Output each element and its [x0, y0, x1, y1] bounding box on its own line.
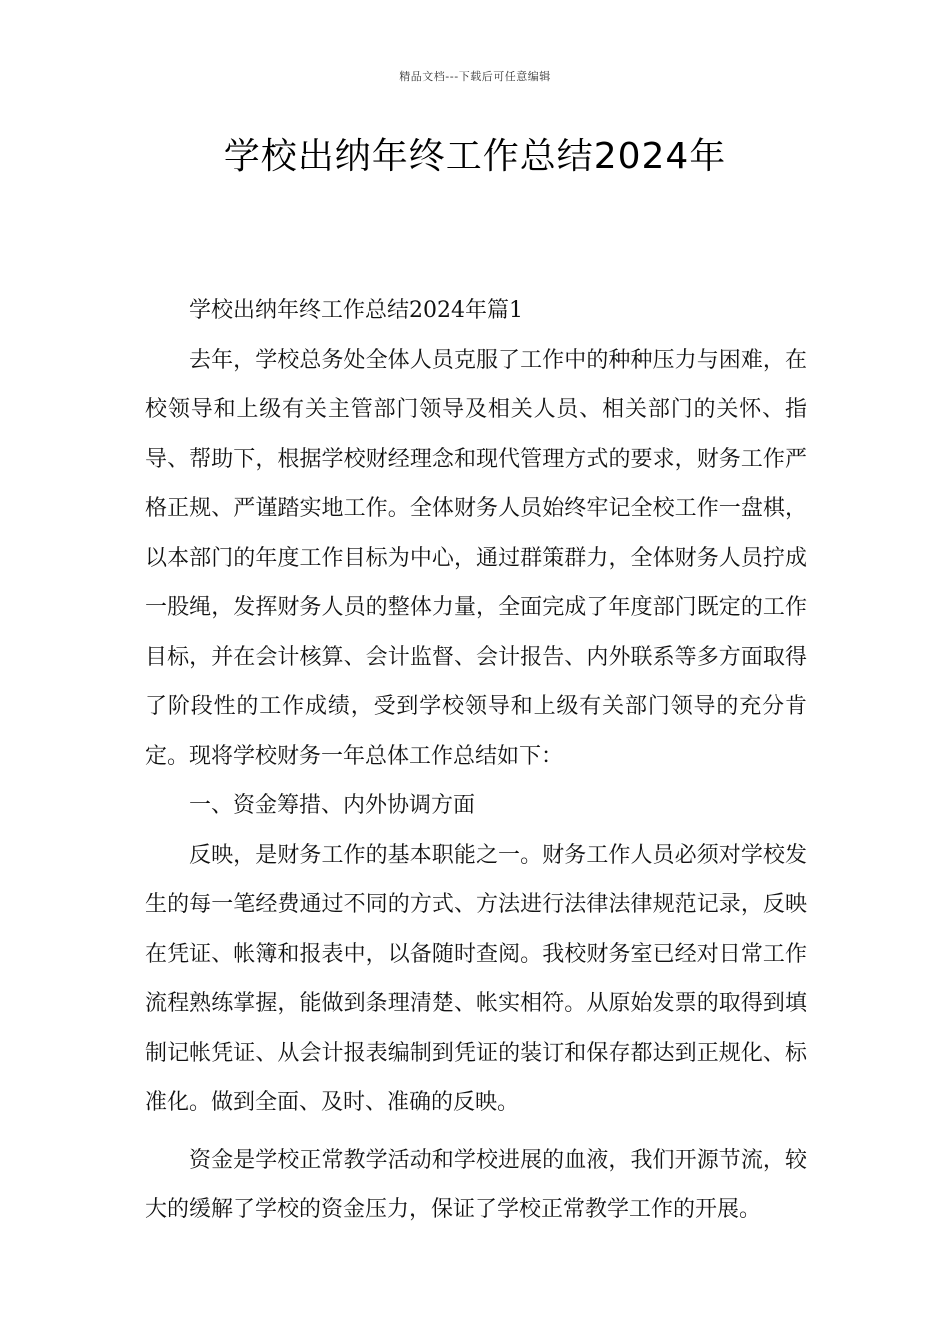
- header-note: 精品文档---下载后可任意编辑: [399, 70, 551, 83]
- subsection-heading: 一、资金筹措、内外协调方面: [189, 793, 476, 818]
- document-body: [145, 286, 807, 1235]
- document-title: 学校出纳年终工作总结2024年: [223, 136, 727, 177]
- body-paragraph: 反映，是财务工作的基本职能之一。财务工作人员必须对学校发生的每一笔经费通过不同的方式、方法进行法律法律规范记录，反映在凭证、帐簿和报表中，以备随时查阅。我校财务室已经对日常工作流程熟练掌握，能做到条理清楚、帐实相符。从原始发票的取得到填制记帐凭证、从会计报表编制到凭证的装订和保存都达到正规化、标准化。做到全面、及时、准确的反映。: [145, 842, 807, 1115]
- section-heading: 学校出纳年终工作总结2024年篇1: [189, 298, 523, 323]
- body-paragraph: 去年，学校总务处全体人员克服了工作中的种种压力与困难，在校领导和上级有关主管部门领导及相关人员、相关部门的关怀、指导、帮助下，根据学校财经理念和现代管理方式的要求，财务工作严格正规、严谨踏实地工作。全体财务人员始终牢记全校工作一盘棋，以本部门的年度工作目标为中心，通过群策群力，全体财务人员拧成一股绳，发挥财务人员的整体力量，全面完成了年度部门既定的工作目标，并在会计核算、会计监督、会计报告、内外联系等多方面取得了阶段性的工作成绩，受到学校领导和上级有关部门领导的充分肯定。现将学校财务一年总体工作总结如下：: [145, 347, 807, 769]
- body-paragraph: 资金是学校正常教学活动和学校进展的血液，我们开源节流，较大的缓解了学校的资金压力，保证了学校正常教学工作的开展。: [145, 1147, 807, 1222]
